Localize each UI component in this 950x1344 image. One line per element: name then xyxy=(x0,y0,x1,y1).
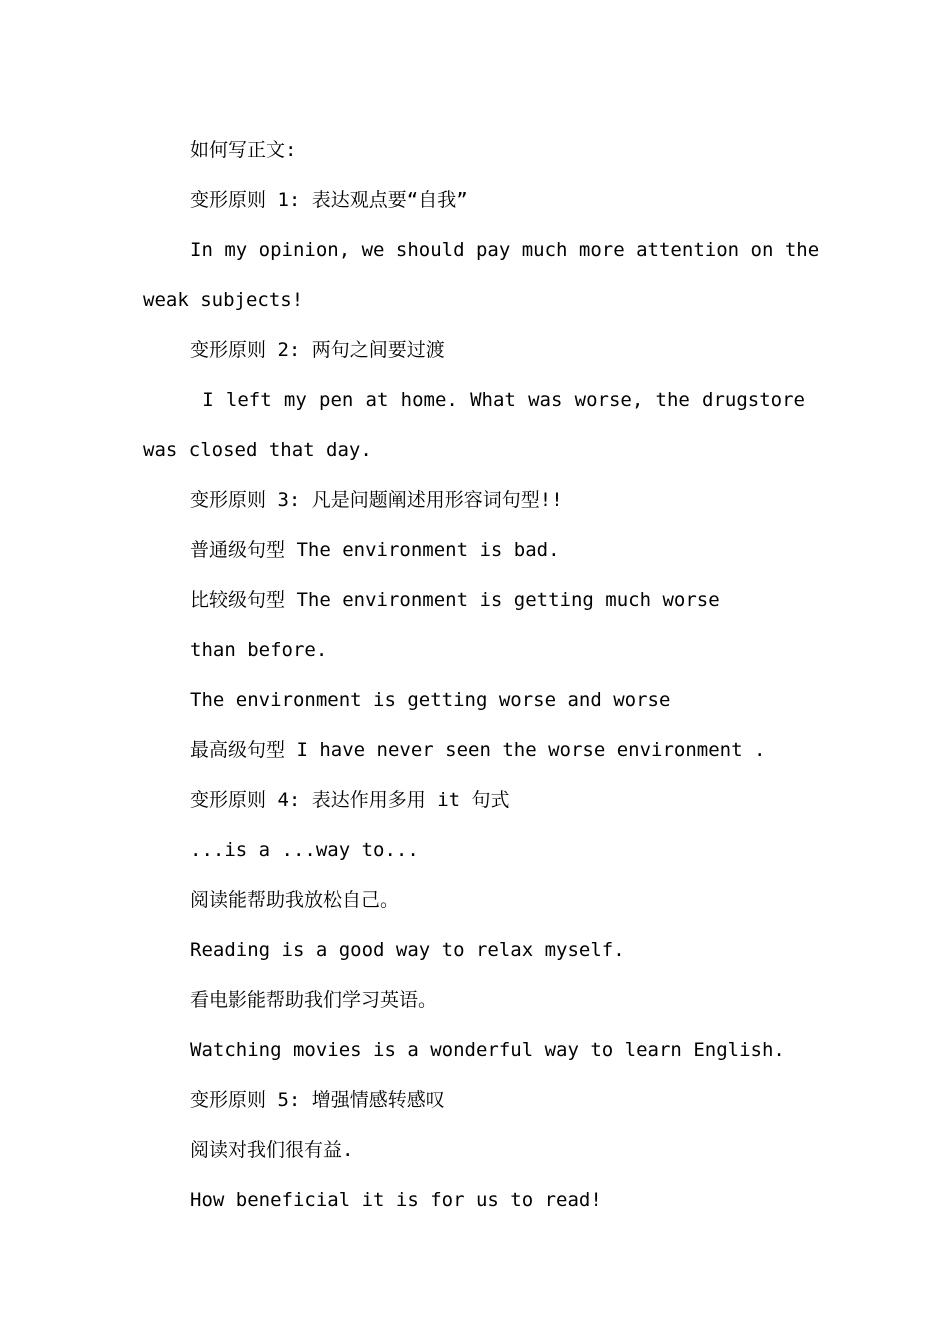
rule-4-english-example-1: Reading is a good way to relax myself. xyxy=(190,939,625,961)
rule-5-chinese-example: 阅读对我们很有益. xyxy=(190,1139,354,1161)
rule-4-english-example-2: Watching movies is a wonderful way to learn English. xyxy=(190,1039,785,1061)
rule-3-superlative-example: 最高级句型 I have never seen the worse environment . xyxy=(190,739,766,761)
rule-4-pattern: ...is a ...way to... xyxy=(190,839,419,861)
rule-2-example-line-1: I left my pen at home. What was worse, the drugstore xyxy=(190,389,805,411)
rule-1-heading: 变形原则 1: 表达观点要“自我” xyxy=(190,189,468,211)
rule-5-heading: 变形原则 5: 增强情感转感叹 xyxy=(190,1089,445,1111)
rule-4-heading: 变形原则 4: 表达作用多用 it 句式 xyxy=(190,789,510,811)
rule-1-example-line-1: In my opinion, we should pay much more attention on the xyxy=(190,239,820,261)
rule-4-chinese-example-2: 看电影能帮助我们学习英语。 xyxy=(190,989,438,1011)
rule-3-comparative-example: 比较级句型 The environment is getting much worse xyxy=(190,589,720,611)
rule-4-chinese-example-1: 阅读能帮助我放松自己。 xyxy=(190,889,400,911)
rule-5-english-example: How beneficial it is for us to read! xyxy=(190,1189,602,1211)
rule-3-positive-example: 普通级句型 The environment is bad. xyxy=(190,539,560,561)
rule-3-comparative-continuation: than before. xyxy=(190,639,328,661)
rule-3-heading: 变形原则 3: 凡是问题阐述用形容词句型!! xyxy=(190,489,563,511)
rule-3-comparative-example-2: The environment is getting worse and worse xyxy=(190,689,671,711)
rule-2-example-line-2: was closed that day. xyxy=(143,439,372,461)
rule-2-heading: 变形原则 2: 两句之间要过渡 xyxy=(190,339,445,361)
heading-how-to-write: 如何写正文: xyxy=(190,139,297,161)
rule-1-example-line-2: weak subjects! xyxy=(143,289,304,311)
